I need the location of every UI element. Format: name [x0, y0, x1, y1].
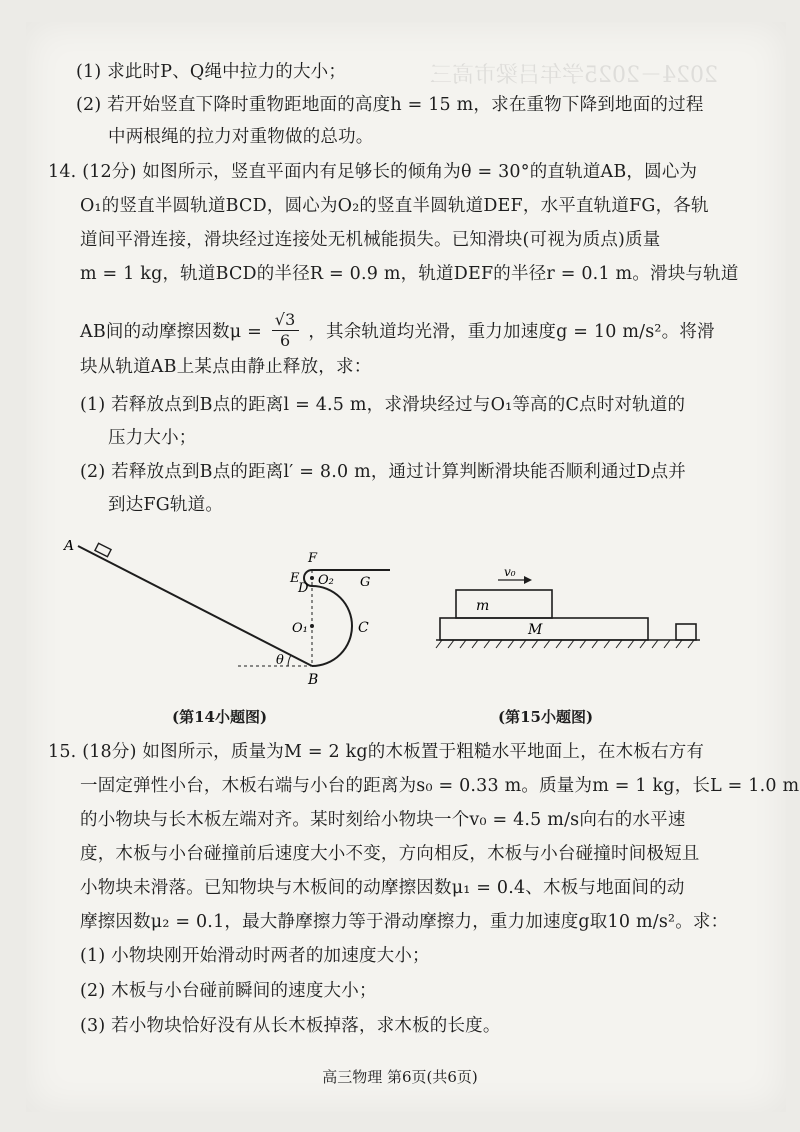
q14-line2: O₁的竖直半圆轨道BCD，圆心为O₂的竖直半圆轨道DEF，水平直轨道FG，各轨: [80, 196, 709, 216]
q15-line5: 小物块未滑落。已知物块与木板间的动摩擦因数μ₁ = 0.4、木板与地面间的动: [80, 878, 685, 898]
label-d: D: [298, 581, 309, 596]
semicircle-bcd: [312, 586, 352, 666]
q14-part2-line1: (2) 若释放点到B点的距离l′ = 8.0 m，通过计算判断滑块能否顺利通过D点并: [80, 462, 686, 482]
elastic-platform: [676, 624, 696, 640]
fig14-caption: (第14小题图): [172, 708, 268, 726]
q14-line5-pre: AB间的动摩擦因数μ =: [80, 322, 262, 342]
bleed-through-text: 2024－2025学年吕梁市高三: [430, 63, 718, 88]
q14-part1-line2: 压力大小；: [108, 428, 197, 448]
q14-line5-post: ，其余轨道均光滑，重力加速度g = 10 m/s²。将滑: [308, 322, 715, 342]
label-a: A: [64, 540, 75, 554]
q15-line6: 摩擦因数μ₂ = 0.1，最大静摩擦力等于滑动摩擦力，重力加速度g取10 m/s²。求：: [80, 912, 729, 932]
board-m: [440, 618, 648, 640]
prev-part2-line1: (2) 若开始竖直下降时重物距地面的高度h = 15 m，求在重物下降到地面的过程: [76, 95, 704, 115]
fig15-caption: (第15小题图): [498, 708, 594, 726]
label-theta: θ: [276, 653, 284, 668]
center-o1: [310, 624, 314, 628]
block-m: [456, 590, 552, 618]
center-o2: [310, 576, 314, 580]
q14-line3: 道间平滑连接，滑块经过连接处无机械能损失。已知滑块(可视为质点)质量: [80, 230, 661, 250]
velocity-arrowhead: [524, 576, 532, 584]
page-footer: 高三物理 第6页(共6页): [322, 1068, 478, 1086]
mu-denominator: 6: [279, 331, 291, 350]
q14-part1-line1: (1) 若释放点到B点的距离l = 4.5 m，求滑块经过与O₁等高的C点时对轨道的: [80, 395, 686, 415]
q15-line1: 15. (18分) 如图所示，质量为M = 2 kg的木板置于粗糙水平地面上，在木板右方有: [48, 742, 705, 762]
q15-part1: (1) 小物块刚开始滑动时两者的加速度大小；: [80, 946, 430, 966]
q14-line1: 14. (12分) 如图所示，竖直平面内有足够长的倾角为θ = 30°的直轨道AB，圆心为: [48, 162, 698, 182]
q15-line4: 度，木板与小台碰撞前后速度大小不变，方向相反，木板与小台碰撞时间极短且: [80, 844, 700, 864]
slider-block: [95, 543, 111, 556]
figure-15: [432, 566, 702, 662]
label-b: B: [308, 672, 319, 688]
label-o2: O₂: [318, 573, 334, 588]
label-f: F: [308, 551, 318, 566]
q14-part2-line2: 到达FG轨道。: [108, 495, 224, 515]
label-c: C: [358, 620, 369, 636]
label-big-m: M: [528, 622, 543, 638]
prev-part2-line2: 中两根绳的拉力对重物做的总功。: [108, 127, 374, 147]
prev-part1: (1) 求此时P、Q绳中拉力的大小；: [76, 62, 347, 82]
incline-ab: [78, 546, 312, 666]
q15-part3: (3) 若小物块恰好没有从长木板掉落，求木板的长度。: [80, 1016, 501, 1036]
q15-part2: (2) 木板与小台碰前瞬间的速度大小；: [80, 981, 377, 1001]
figure-14: [60, 540, 390, 700]
q14-line6: 块从轨道AB上某点由静止释放，求：: [80, 357, 372, 377]
mu-fraction: [272, 310, 299, 351]
label-v0: v₀: [504, 566, 516, 579]
label-o1: O₁: [292, 621, 308, 636]
q14-line5: [80, 312, 715, 353]
label-m: m: [476, 598, 490, 614]
theta-arc: [288, 655, 291, 666]
mu-numerator: √3: [272, 310, 299, 331]
label-g: G: [360, 575, 371, 590]
q14-line4: m = 1 kg，轨道BCD的半径R = 0.9 m，轨道DEF的半径r = 0.1 m。滑块与轨道: [80, 264, 739, 284]
q15-line3: 的小物块与长木板左端对齐。某时刻给小物块一个v₀ = 4.5 m/s向右的水平速: [80, 810, 686, 830]
label-e: E: [290, 571, 300, 586]
ground-hatch: [436, 640, 694, 648]
q15-line2: 一固定弹性小台，木板右端与小台的距离为s₀ = 0.33 m。质量为m = 1 kg，长L = 1.0 m: [80, 776, 800, 796]
